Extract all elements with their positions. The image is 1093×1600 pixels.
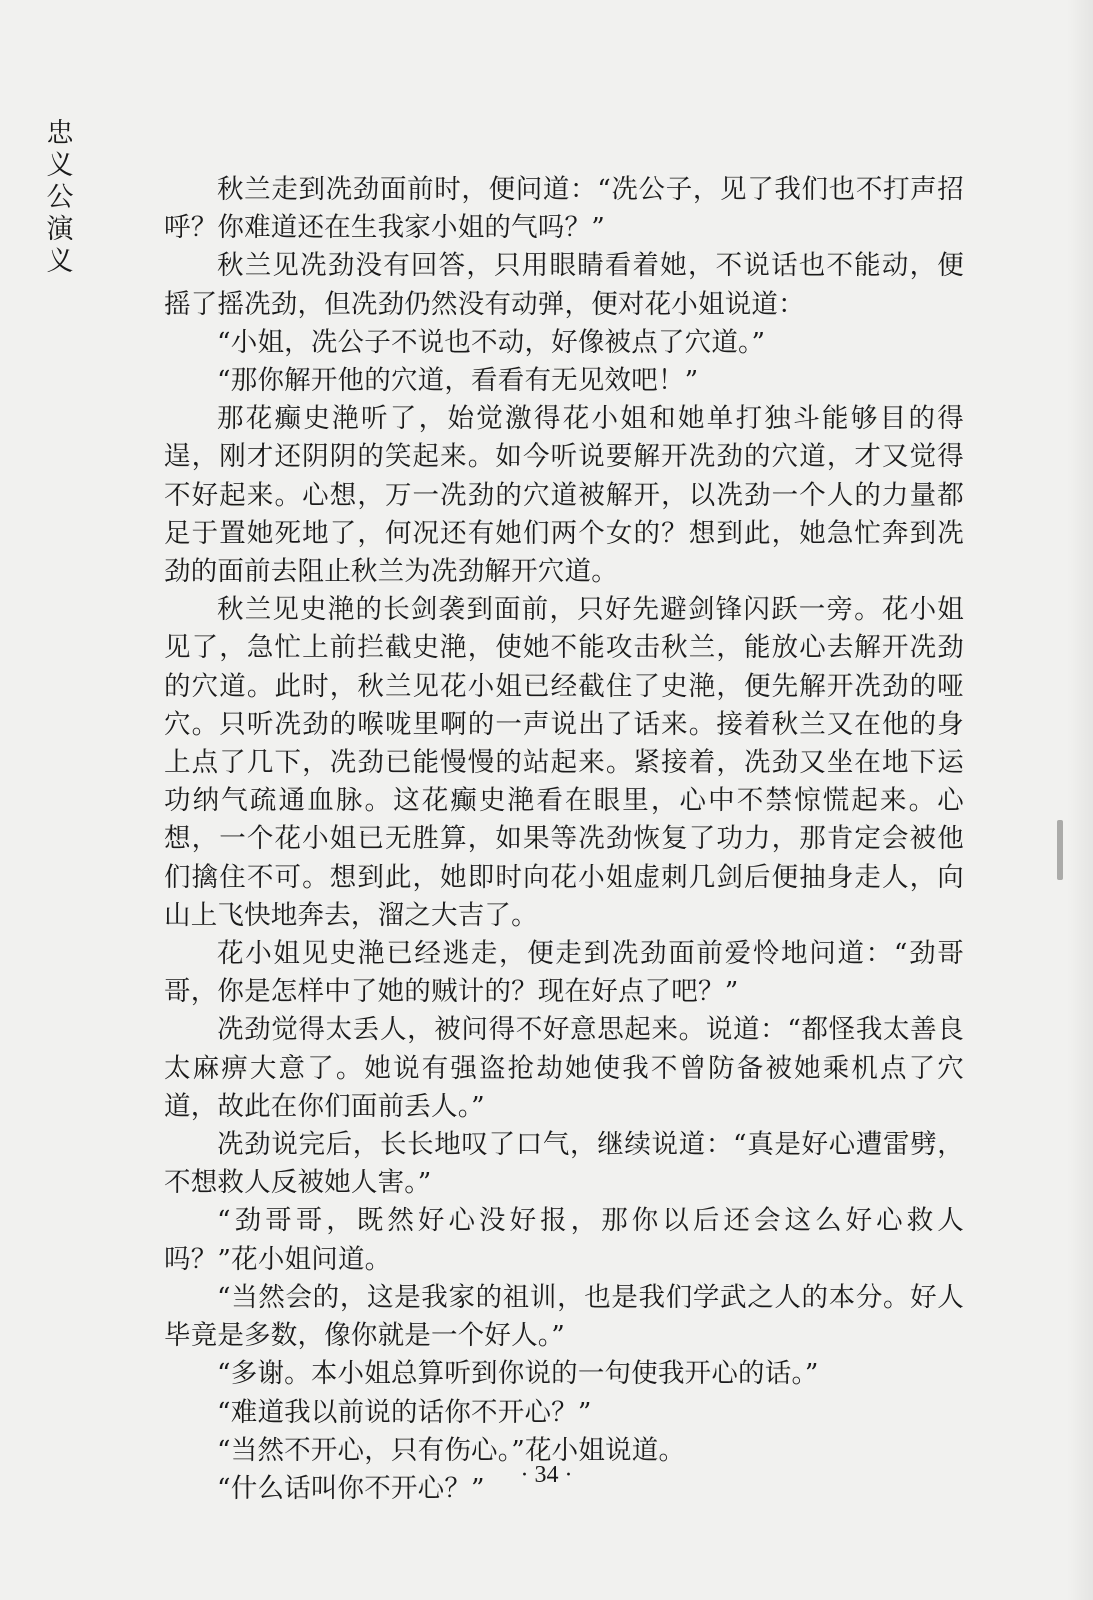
running-head-char: 演 xyxy=(46,214,74,245)
paragraph: “多谢。本小姐总算听到你说的一句使我开心的话。” xyxy=(217,1358,819,1390)
paragraph: 那花癫史滟听了，始觉激得花小姐和她单打独斗能够目的得逞，刚才还阴阴的笑起来。如今听说要解开冼劲的穴道，才又觉得不好起来。心想，万一冼劲的穴道被解开，以冼劲一个人的力量都足于置她死地了，何况还有她们两个女的？想到此，她急忙奔到冼劲的面前去阻止秋兰为冼劲解开穴道。 xyxy=(164,403,964,588)
paragraph: 秋兰见冼劲没有回答，只用眼睛看着她，不说话也不能动，便摇了摇冼劲，但冼劲仍然没有动弹，便对花小姐说道： xyxy=(164,250,964,320)
paragraph: “小姐，冼公子不说也不动，好像被点了穴道。” xyxy=(217,326,766,358)
body-text xyxy=(164,171,964,1508)
paragraph: “当然会的，这是我家的祖训，也是我们学武之人的本分。好人毕竟是多数，像你就是一个好人。” xyxy=(164,1281,964,1352)
paragraph: 冼劲觉得太丢人，被问得不好意思起来。说道：“都怪我太善良太麻痹大意了。她说有强盗抢劫她使我不曾防备被她乘机点了穴道，故此在你们面前丢人。” xyxy=(164,1014,964,1122)
running-head-char: 公 xyxy=(46,182,74,213)
running-head-char: 义 xyxy=(46,246,74,277)
paragraph: 花小姐见史滟已经逃走，便走到冼劲面前爱怜地问道：“劲哥哥，你是怎样中了她的贼计的？现在好点了吧？” xyxy=(164,938,964,1008)
paragraph: “什么话叫你不开心？” xyxy=(217,1472,485,1504)
paragraph: 秋兰走到冼劲面前时，便问道：“冼公子，见了我们也不打声招呼？你难道还在生我家小姐的气吗？” xyxy=(164,174,964,244)
paragraph: “劲哥哥，既然好心没好报，那你以后还会这么好心救人吗？”花小姐问道。 xyxy=(164,1205,964,1275)
page-number: · 34 · xyxy=(520,1462,573,1488)
scan-edge-shadow xyxy=(1067,0,1093,1600)
running-head-char: 忠 xyxy=(46,118,74,149)
paragraph: “那你解开他的穴道，看看有无见效吧！” xyxy=(217,365,699,397)
running-head-char: 义 xyxy=(46,150,74,181)
paragraph: 秋兰见史滟的长剑袭到面前，只好先避剑锋闪跃一旁。花小姐见了，急忙上前拦截史滟，使她不能攻击秋兰，能放心去解开冼劲的穴道。此时，秋兰见花小姐已经截住了史滟，便先解开冼劲的哑穴。只听冼劲的喉咙里啊的一声说出了话来。接着秋兰又在他的身上点了几下，冼劲已能慢慢的站起来。紧接着，冼劲又坐在地下运功纳气疏通血脉。这花癫史滟看在眼里，心中不禁惊慌起来。心想，一个花小姐已无胜算，如果等冼劲恢复了功力，那肯定会被他们擒住不可。想到此，她即时向花小姐虚刺几剑后便抽身走人，向山上飞快地奔去，溜之大吉了。 xyxy=(164,594,964,931)
scan-mark xyxy=(1057,820,1063,880)
paragraph: 冼劲说完后，长长地叹了口气，继续说道：“真是好心遭雷劈，不想救人反被她人害。” xyxy=(164,1129,964,1199)
paragraph: “当然不开心，只有伤心。”花小姐说道。 xyxy=(217,1434,686,1466)
running-head xyxy=(40,118,80,278)
paragraph: “难道我以前说的话你不开心？” xyxy=(217,1396,592,1428)
